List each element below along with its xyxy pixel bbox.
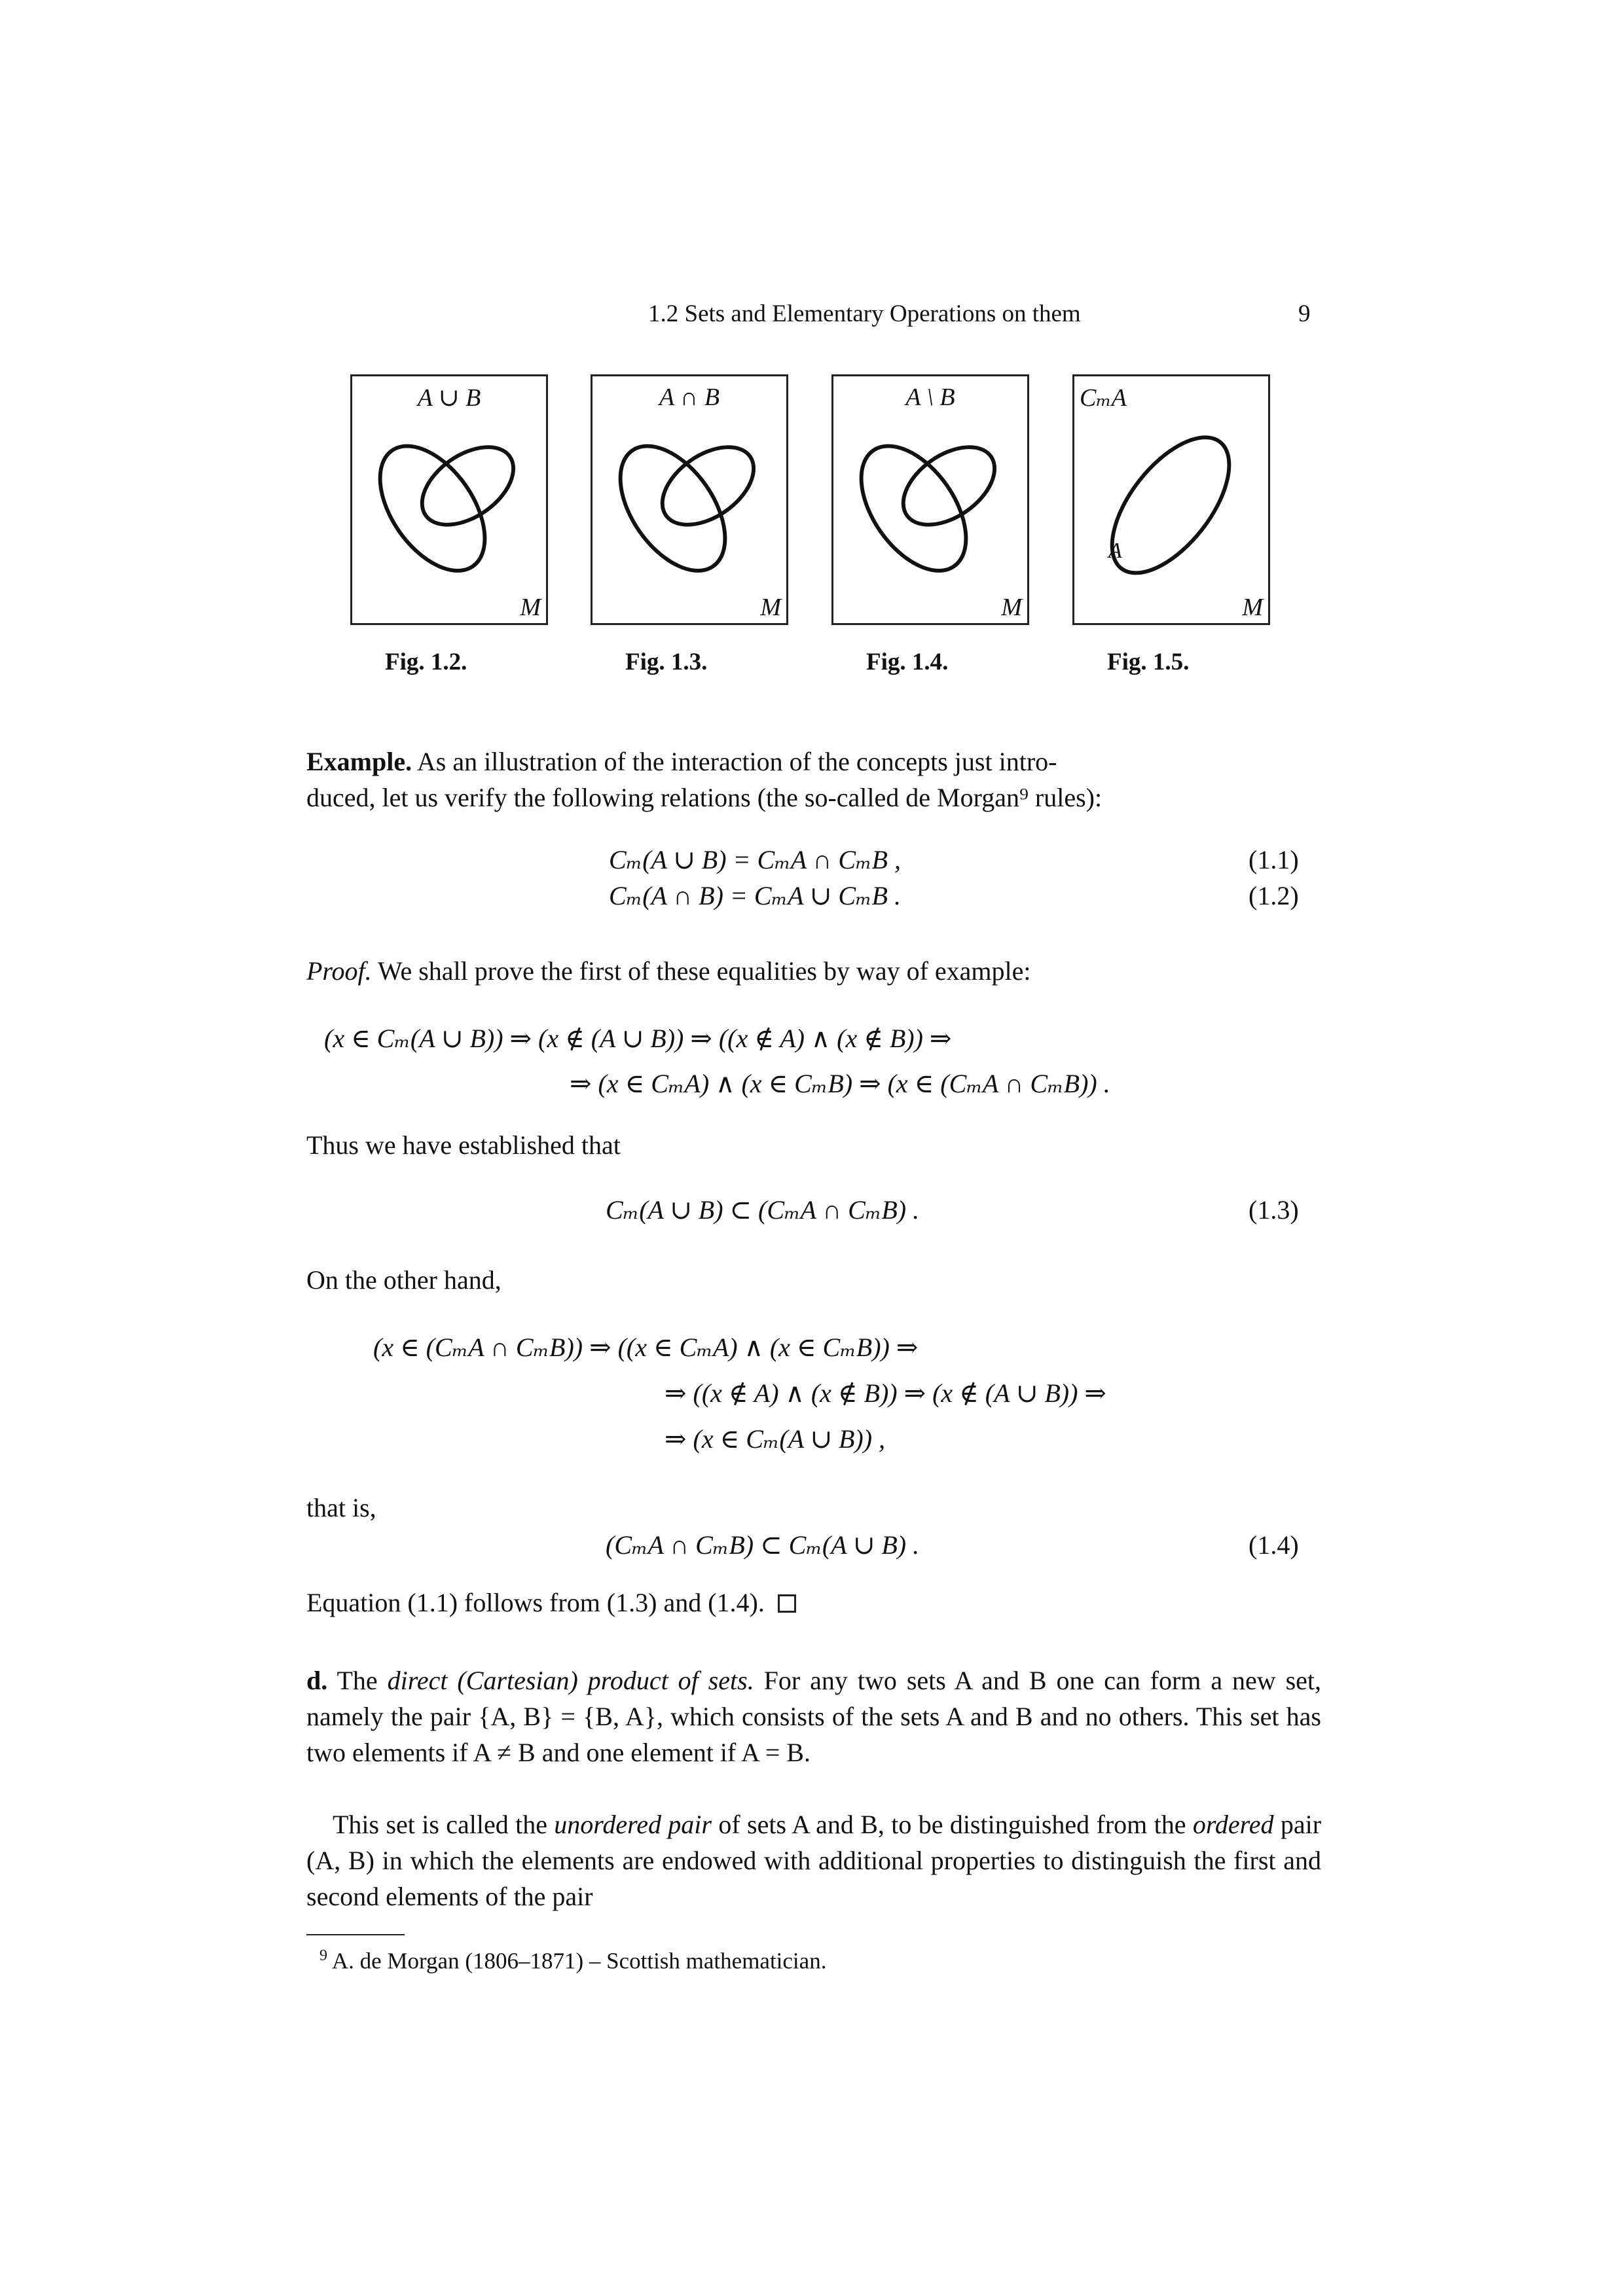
thus-text: Thus we have established that bbox=[306, 1130, 621, 1160]
section-d-p2-c: pair (A, B) in which the elements are endowed with additional properties to distinguish the first and second elements of the pair bbox=[306, 1810, 1322, 1911]
footnote-rule bbox=[306, 1934, 405, 1935]
proof-chain-2-line-2: ⇒ ((x ∉ A) ∧ (x ∉ B)) ⇒ (x ∉ (A ∪ B)) ⇒ bbox=[665, 1378, 1106, 1408]
figure-caption: Fig. 1.4. bbox=[866, 649, 949, 675]
figure-title: A ∪ B bbox=[417, 384, 481, 412]
section-d-term: direct (Cartesian) product of sets. bbox=[387, 1666, 754, 1695]
running-header-title: 1.2 Sets and Elementary Operations on them bbox=[648, 300, 1081, 327]
example-lead: Example. bbox=[306, 747, 412, 776]
venn-difference-diagram bbox=[833, 376, 1027, 623]
example-text: As an illustration of the interaction of the concepts just intro- bbox=[416, 747, 1057, 776]
section-d-paragraph-1 bbox=[306, 1662, 1321, 1770]
equation-number: (1.1) bbox=[1249, 845, 1299, 874]
section-d-p2-term-1: unordered pair bbox=[554, 1810, 712, 1839]
proof-chain-2-line-3: ⇒ (x ∈ Cₘ(A ∪ B)) , bbox=[665, 1424, 886, 1454]
footnote-text: A. de Morgan (1806–1871) – Scottish mathematician. bbox=[331, 1948, 827, 1974]
equation-number: (1.4) bbox=[1249, 1530, 1299, 1560]
proof-chain-1-line-2: ⇒ (x ∈ CₘA) ∧ (x ∈ CₘB) ⇒ (x ∈ (CₘA ∩ CₘB)) . bbox=[570, 1069, 1110, 1098]
figure-caption: Fig. 1.3. bbox=[625, 649, 708, 675]
equation-1-3: Cₘ(A ∪ B) ⊂ (CₘA ∩ CₘB) . bbox=[606, 1195, 920, 1225]
proof-chain-2-line-1: (x ∈ (CₘA ∩ CₘB)) ⇒ ((x ∈ CₘA) ∧ (x ∈ CₘB)) ⇒ bbox=[373, 1333, 919, 1362]
venn-complement-diagram bbox=[1074, 376, 1268, 623]
footnote bbox=[319, 1947, 826, 1975]
section-d-lead: d. bbox=[306, 1666, 328, 1695]
figure-caption: Fig. 1.5. bbox=[1107, 649, 1190, 675]
universe-label: M bbox=[520, 594, 541, 621]
figure-title: CₘA bbox=[1080, 384, 1127, 412]
equation-1-1: Cₘ(A ∪ B) = CₘA ∩ CₘB , bbox=[609, 845, 901, 874]
proof-intro bbox=[306, 956, 1031, 986]
figure-caption: Fig. 1.2. bbox=[385, 649, 467, 675]
section-d-text-b: For any two sets A and B one can form a new set, namely the pair {A, B} = {B, A}, which consists of the sets A and B and no others. This set has two elements if A ≠ B and one element if A = B. bbox=[306, 1666, 1322, 1767]
figure-complement bbox=[1072, 374, 1270, 625]
page-number: 9 bbox=[1298, 300, 1311, 327]
section-d-p2-term-2: ordered bbox=[1192, 1810, 1274, 1839]
qed-square-icon bbox=[778, 1594, 796, 1613]
equation-1-2: Cₘ(A ∩ B) = CₘA ∪ CₘB . bbox=[609, 881, 901, 910]
set-label: A bbox=[1108, 539, 1122, 563]
universe-label: M bbox=[1001, 594, 1022, 621]
figure-union bbox=[350, 374, 548, 625]
figure-title: A \ B bbox=[905, 384, 955, 411]
equation-number: (1.2) bbox=[1249, 881, 1299, 910]
universe-label: M bbox=[760, 594, 781, 621]
universe-label: M bbox=[1242, 594, 1263, 621]
venn-union-diagram bbox=[352, 376, 546, 623]
section-d-text-a: The bbox=[337, 1666, 378, 1695]
figure-intersection bbox=[591, 374, 788, 625]
that-is-text: that is, bbox=[306, 1493, 376, 1522]
equation-number: (1.3) bbox=[1249, 1195, 1299, 1225]
proof-conclusion bbox=[306, 1587, 796, 1618]
venn-intersection-diagram bbox=[593, 376, 786, 623]
example-line-1 bbox=[306, 746, 1057, 777]
section-d-p2-b: of sets A and B, to be distinguished from the bbox=[718, 1810, 1186, 1839]
proof-text: We shall prove the first of these equalities by way of example: bbox=[377, 956, 1031, 986]
figure-difference bbox=[831, 374, 1029, 625]
section-d-paragraph-2 bbox=[306, 1806, 1321, 1914]
figure-title: A ∩ B bbox=[659, 384, 720, 411]
conclusion-text: Equation (1.1) follows from (1.3) and (1.4). bbox=[306, 1588, 765, 1617]
footnote-mark: 9 bbox=[319, 1947, 327, 1964]
example-line-2: duced, let us verify the following relations (the so-called de Morgan⁹ rules): bbox=[306, 783, 1103, 812]
other-hand-text: On the other hand, bbox=[306, 1265, 501, 1295]
proof-lead: Proof. bbox=[306, 956, 372, 986]
equation-1-4: (CₘA ∩ CₘB) ⊂ Cₘ(A ∪ B) . bbox=[606, 1530, 920, 1560]
section-d-p2-a: This set is called the bbox=[333, 1810, 547, 1839]
proof-chain-1-line-1: (x ∈ Cₘ(A ∪ B)) ⇒ (x ∉ (A ∪ B)) ⇒ ((x ∉ A) ∧ (x ∉ B)) ⇒ bbox=[324, 1024, 952, 1053]
